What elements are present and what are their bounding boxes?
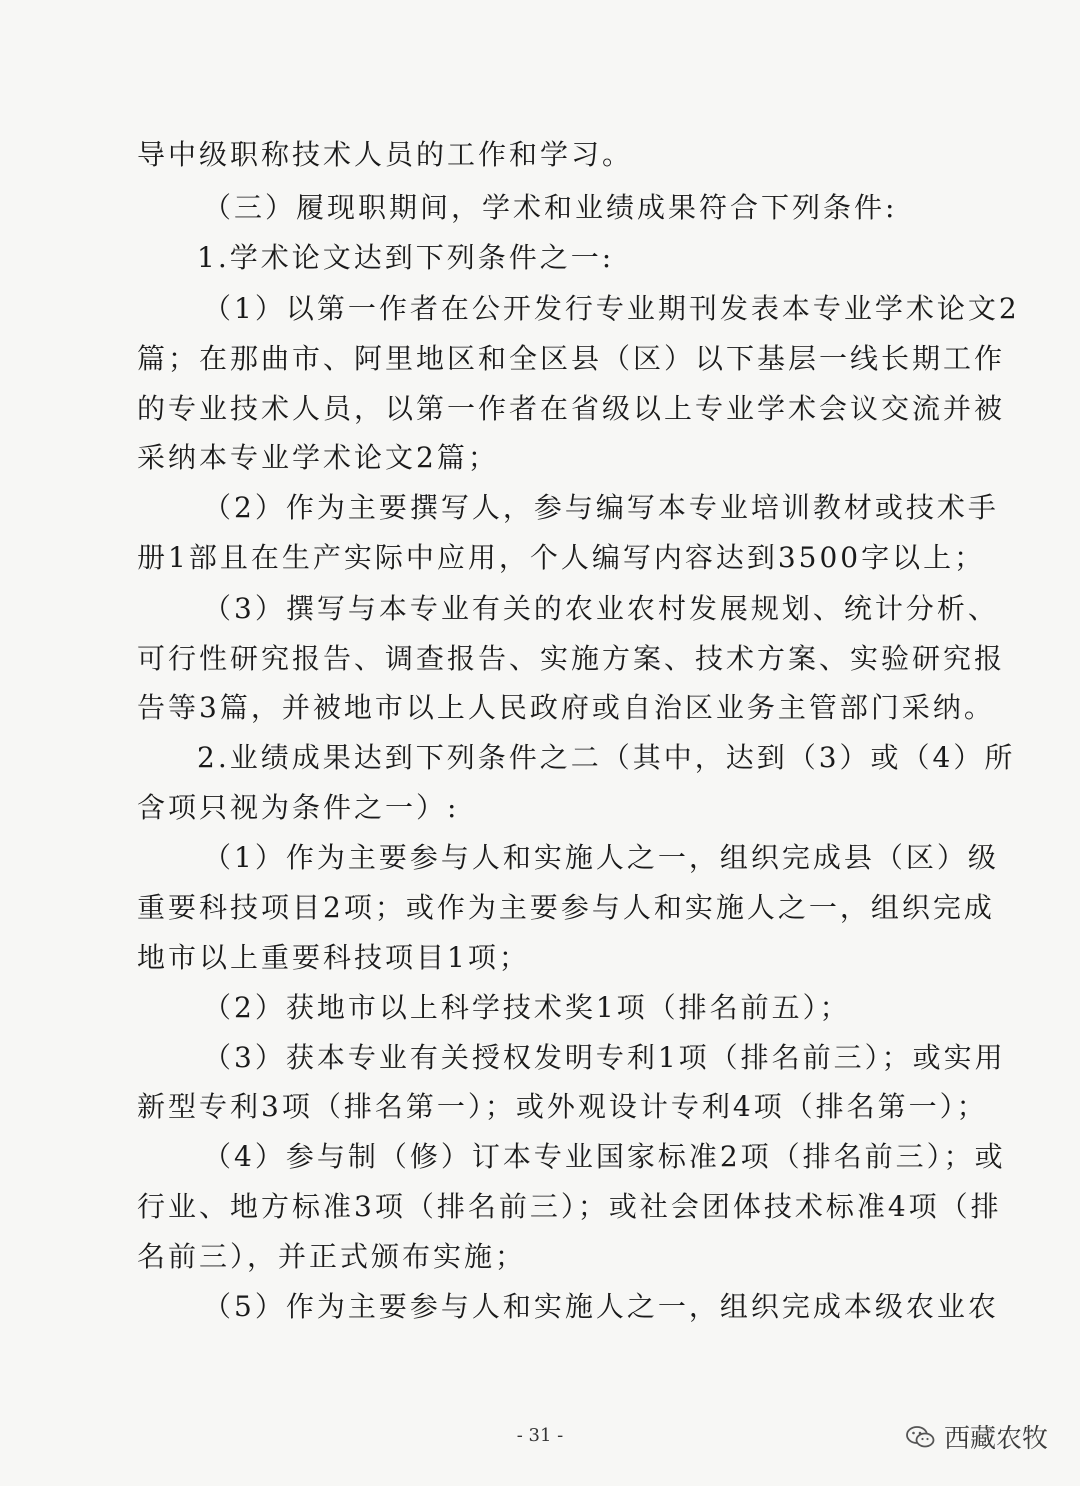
text-line: 地市以上重要科技项目1项； (137, 941, 530, 974)
text-line: 重要科技项目2项；或作为主要参与人和实施人之一，组织完成 (137, 891, 995, 924)
text-line: 导中级职称技术人员的工作和学习。 (137, 138, 634, 171)
text-line: 1.学术论文达到下列条件之一: (197, 241, 615, 274)
text-line: 册1部且在生产实际中应用，个人编写内容达到3500字以上； (137, 541, 986, 574)
text-line: 含项只视为条件之一）: (137, 791, 460, 824)
text-line: 篇；在那曲市、阿里地区和全区县（区）以下基层一线长期工作 (137, 342, 1006, 375)
text-line: 采纳本专业学术论文2篇； (137, 441, 499, 474)
text-line: 告等3篇，并被地市以上人民政府或自治区业务主管部门采纳。 (137, 691, 995, 724)
text-line: （1）以第一作者在公开发行专业期刊发表本专业学术论文2 (203, 292, 1020, 325)
wechat-icon (906, 1425, 936, 1449)
watermark-text: 西藏农牧 (943, 1424, 1048, 1454)
text-line: （3）获本专业有关授权发明专利1项（排名前三）；或实用 (203, 1041, 1006, 1074)
text-line: （3）撰写与本专业有关的农业农村发展规划、统计分析、 (203, 592, 999, 625)
page-number: - 31 - (516, 1425, 564, 1446)
text-line: 可行性研究报告、调查报告、实施方案、技术方案、实验研究报 (137, 642, 1006, 675)
text-line: （2）获地市以上科学技术奖1项（排名前五）； (203, 991, 851, 1024)
text-line: （1）作为主要参与人和实施人之一，组织完成县（区）级 (203, 841, 999, 874)
text-line: 新型专利3项（排名第一）；或外观设计专利4项（排名第一）； (137, 1090, 988, 1123)
text-line: （5）作为主要参与人和实施人之一，组织完成本级农业农 (203, 1290, 999, 1323)
text-line: 的专业技术人员，以第一作者在省级以上专业学术会议交流并被 (137, 392, 1006, 425)
text-line: 2.业绩成果达到下列条件之二（其中，达到（3）或（4）所 (197, 741, 1016, 774)
text-line: （2）作为主要撰写人，参与编写本专业培训教材或技术手 (203, 491, 999, 524)
text-line: （4）参与制（修）订本专业国家标准2项（排名前三）；或 (203, 1140, 1006, 1173)
text-line: 行业、地方标准3项（排名前三）；或社会团体技术标准4项（排 (137, 1190, 1002, 1223)
watermark (906, 1418, 1048, 1455)
text-line: （三）履现职期间，学术和业绩成果符合下列条件: (203, 191, 898, 224)
text-line: 名前三），并正式颁布实施； (137, 1240, 527, 1273)
